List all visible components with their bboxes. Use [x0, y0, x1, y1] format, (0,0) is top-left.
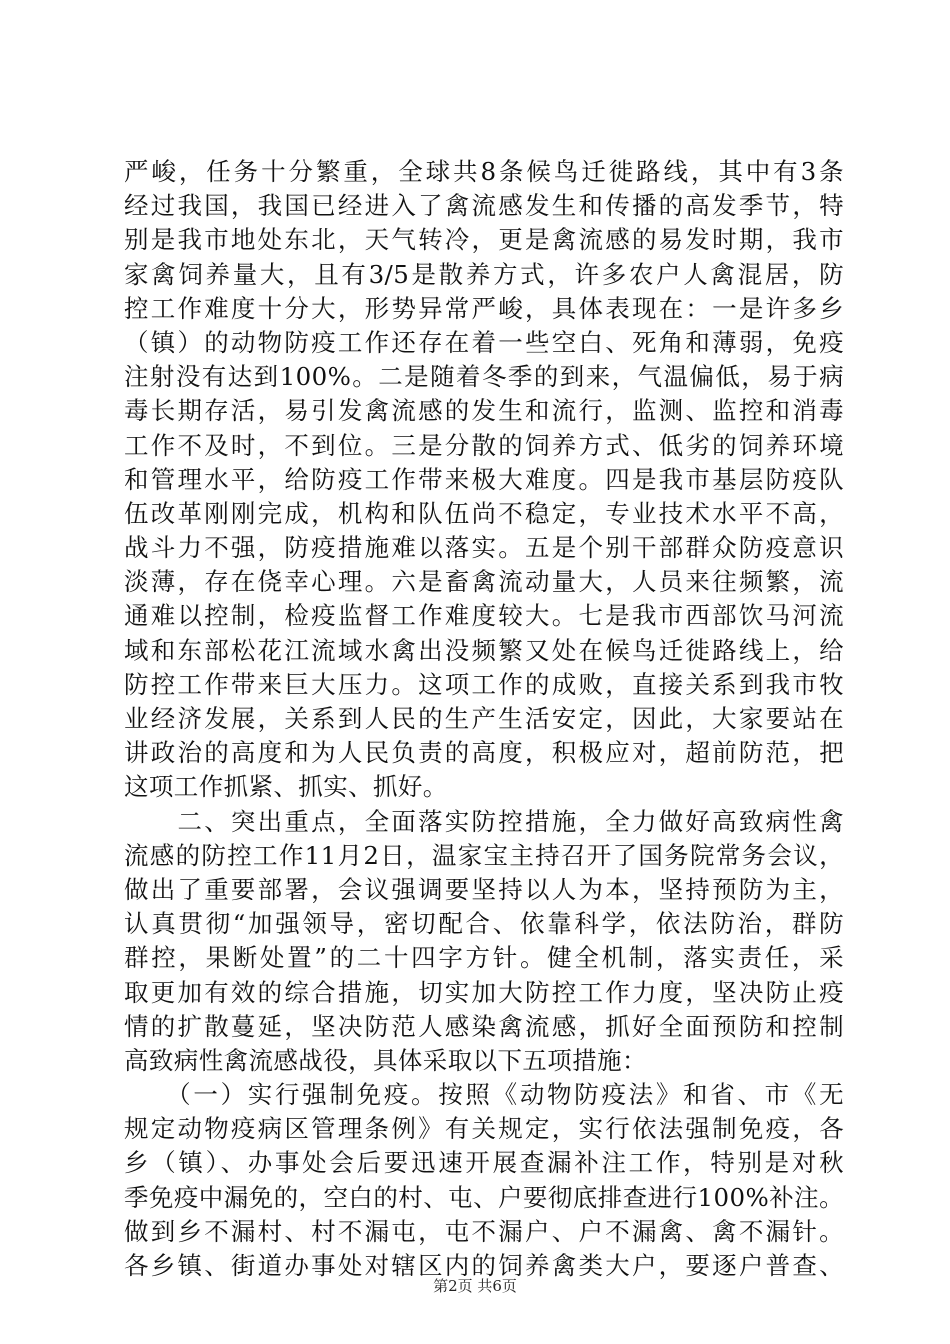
text-line: （镇）的动物防疫工作还存在着一些空白、死角和薄弱，免疫	[124, 327, 844, 357]
text-line: 取更加有效的综合措施，切实加大防控工作力度，坚决防止疫	[124, 977, 844, 1007]
document-body	[124, 155, 844, 1283]
text-line: 流感的防控工作11月2日，温家宝主持召开了国务院常务会议，	[124, 840, 844, 870]
text-line: 群控，果断处置”的二十四字方针。健全机制，落实责任，采	[124, 943, 844, 973]
subsection-heading-line: （一）实行强制免疫。按照《动物防疫法》和省、市《无	[124, 1080, 844, 1110]
text-line: 域和东部松花江流域水禽出没频繁又处在候鸟迁徙路线上，给	[124, 635, 844, 665]
text-line: 做出了重要部署，会议强调要坚持以人为本，坚持预防为主，	[124, 874, 844, 904]
text-line: 毒长期存活，易引发禽流感的发生和流行，监测、监控和消毒	[124, 396, 844, 426]
text-line: 淡薄，存在侥幸心理。六是畜禽流动量大，人员来往频繁，流	[124, 567, 844, 597]
text-line: 经过我国，我国已经进入了禽流感发生和传播的高发季节，特	[124, 191, 844, 221]
text-line: 业经济发展，关系到人民的生产生活安定，因此，大家要站在	[124, 704, 844, 733]
text-line: 乡（镇）、办事处会后要迅速开展查漏补注工作，特别是对秋	[124, 1148, 844, 1178]
text-line: 认真贯彻“加强领导，密切配合、依靠科学，依法防治，群防	[124, 909, 844, 939]
text-line: 别是我市地处东北，天气转冷，更是禽流感的易发时期，我市	[124, 225, 844, 255]
text-line: 控工作难度十分大，形势异常严峻，具体表现在：一是许多乡	[124, 293, 844, 323]
text-line: 防控工作带来巨大压力。这项工作的成败，直接关系到我市牧	[124, 669, 844, 699]
text-line: 通难以控制，检疫监督工作难度较大。七是我市西部饮马河流	[124, 601, 844, 631]
text-line: 规定动物疫病区管理条例》有关规定，实行依法强制免疫，各	[124, 1114, 844, 1144]
text-line: 情的扩散蔓延，坚决防范人感染禽流感，抓好全面预防和控制	[124, 1011, 844, 1041]
text-line: 做到乡不漏村、村不漏屯，屯不漏户、户不漏禽、禽不漏针。	[124, 1216, 844, 1246]
text-line: 和管理水平，给防疫工作带来极大难度。四是我市基层防疫队	[124, 464, 844, 494]
text-line: 各乡镇、街道办事处对辖区内的饲养禽类大户，要逐户普查、	[124, 1251, 844, 1280]
text-line: 战斗力不强，防疫措施难以落实。五是个别干部群众防疫意识	[124, 533, 844, 563]
text-line: 严峻，任务十分繁重，全球共8条候鸟迁徙路线，其中有3条	[124, 157, 844, 186]
paragraph-end-line: 这项工作抓紧、抓实、抓好。	[124, 772, 448, 802]
text-line: 工作不及时，不到位。三是分散的饲养方式、低劣的饲养环境	[124, 430, 844, 460]
page-footer: 第2页 共6页	[433, 1277, 517, 1295]
text-line: 讲政治的高度和为人民负责的高度，积极应对，超前防范，把	[124, 738, 844, 768]
text-line: 家禽饲养量大，且有3/5是散养方式，许多农户人禽混居，防	[124, 259, 844, 289]
text-line: 注射没有达到100%。二是随着冬季的到来，气温偏低，易于病	[124, 362, 844, 392]
section-heading-line: 二、突出重点，全面落实防控措施，全力做好高致病性禽	[124, 806, 844, 836]
text-line: 季免疫中漏免的，空白的村、屯、户要彻底排查进行100%补注。	[124, 1182, 844, 1212]
text-line: 伍改革刚刚完成，机构和队伍尚不稳定，专业技术水平不高，	[124, 498, 844, 528]
paragraph-end-line: 高致病性禽流感战役，具体采取以下五项措施：	[124, 1045, 647, 1075]
